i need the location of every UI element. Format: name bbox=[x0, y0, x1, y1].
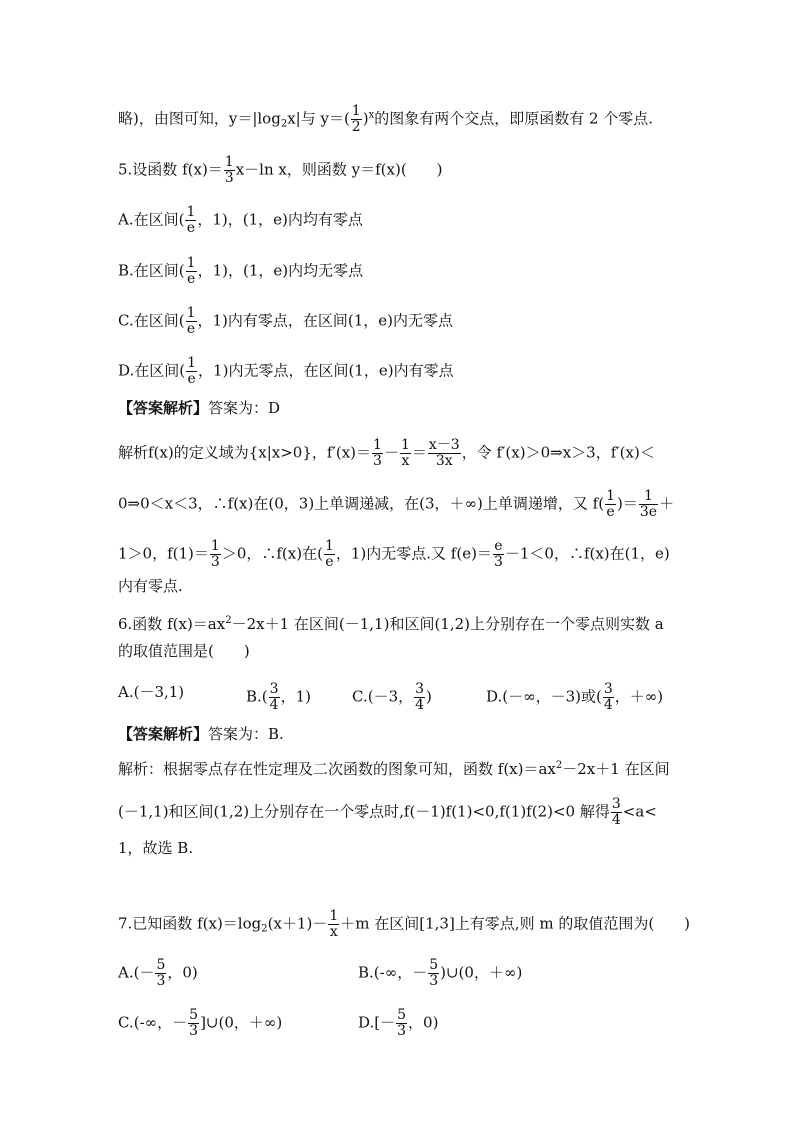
text: x|与 y＝( bbox=[287, 109, 350, 128]
fraction bbox=[155, 958, 166, 989]
denominator: e bbox=[325, 554, 334, 570]
fraction bbox=[428, 958, 439, 989]
denominator: 4 bbox=[269, 697, 279, 713]
text: 的图象有两个交点，即原函数有 2 个零点. bbox=[374, 109, 654, 128]
denominator: 2 bbox=[351, 119, 361, 135]
text: C.在区间( bbox=[118, 311, 185, 330]
question-7-option-b bbox=[358, 958, 522, 989]
numerator: 1 bbox=[186, 204, 196, 220]
text: A.(－ bbox=[118, 963, 155, 982]
fraction bbox=[611, 797, 622, 828]
superscript: x bbox=[368, 109, 375, 121]
question-6-solution-line-3 bbox=[118, 838, 193, 858]
fraction bbox=[414, 682, 425, 713]
question-6-solution-line-1 bbox=[118, 756, 670, 779]
denominator: e bbox=[186, 321, 196, 337]
denominator: 3 bbox=[373, 453, 382, 469]
numerator: 1 bbox=[210, 538, 220, 554]
denominator: 3 bbox=[224, 170, 234, 186]
denominator: 3 bbox=[156, 973, 166, 989]
text: )∪(0，＋∞) bbox=[440, 963, 523, 982]
text: 1，故选 B. bbox=[118, 839, 194, 857]
text: ]∪(0，＋∞) bbox=[200, 1013, 283, 1032]
numerator: 3 bbox=[603, 681, 613, 697]
numerator: 1 bbox=[186, 255, 196, 271]
text: ，0) bbox=[167, 963, 198, 982]
numerator: 5 bbox=[429, 957, 439, 973]
question-7-stem bbox=[118, 909, 690, 940]
text: 略)，由图可知，y＝|log bbox=[118, 109, 281, 128]
denominator: 4 bbox=[603, 697, 613, 713]
text: (x＋1)－ bbox=[267, 914, 328, 933]
question-6-option-d bbox=[486, 682, 663, 713]
fraction bbox=[186, 256, 197, 287]
question-6-answer bbox=[118, 724, 284, 744]
text: x－ln x，则函数 y＝f(x)( ) bbox=[235, 160, 443, 179]
denominator: e bbox=[186, 220, 196, 236]
numerator: 1 bbox=[224, 154, 234, 170]
text: ，令 f′(x)＞0⇒x＞3，f′(x)＜ bbox=[461, 443, 655, 462]
text: 内有零点. bbox=[118, 577, 183, 595]
answer-label: 【答案解析】 bbox=[118, 725, 209, 743]
text: ，1)，(1，e)内均无零点 bbox=[197, 261, 364, 280]
fraction bbox=[605, 489, 616, 520]
numerator: 5 bbox=[156, 957, 166, 973]
question-5-solution-line-4 bbox=[118, 576, 183, 596]
numerator: 1 bbox=[606, 488, 616, 504]
superscript: 2 bbox=[225, 615, 232, 626]
numerator: 1 bbox=[329, 908, 339, 924]
question-6-solution-line-2 bbox=[118, 797, 657, 828]
answer-label: 【答案解析】 bbox=[118, 399, 209, 417]
question-7-option-c bbox=[118, 1008, 282, 1039]
denominator: 4 bbox=[415, 697, 425, 713]
fraction bbox=[351, 104, 362, 135]
denominator: 3x bbox=[428, 453, 461, 469]
text: ，1)内有零点，在区间(1，e)内无零点 bbox=[197, 311, 454, 330]
text: 1＞0，f(1)＝ bbox=[118, 544, 209, 563]
fraction bbox=[493, 539, 504, 570]
text: B.在区间( bbox=[118, 261, 185, 280]
question-5-stem bbox=[118, 155, 443, 186]
text: D.[－ bbox=[358, 1013, 396, 1032]
text: D.(－∞，－3)或( bbox=[486, 687, 602, 706]
numerator: 1 bbox=[324, 538, 334, 554]
text: B.( bbox=[246, 687, 268, 706]
question-5-option-a bbox=[118, 205, 363, 236]
fraction bbox=[396, 1008, 407, 1039]
question-6-stem-line-2 bbox=[118, 641, 250, 661]
text: 5.设函数 f(x)＝ bbox=[118, 160, 223, 179]
fraction bbox=[186, 306, 197, 337]
text: C.(－3， bbox=[352, 687, 414, 706]
text: －2x＋1 在区间 bbox=[562, 760, 670, 778]
text: ＋ bbox=[659, 494, 675, 513]
denominator: 3 bbox=[397, 1023, 407, 1039]
numerator: e bbox=[494, 538, 503, 554]
denominator: e bbox=[187, 371, 196, 387]
intro-line bbox=[118, 104, 653, 135]
text: 7.已知函数 f(x)＝log bbox=[118, 914, 262, 933]
denominator: x bbox=[329, 924, 338, 940]
question-7-option-d bbox=[358, 1008, 438, 1039]
question-6-option-a bbox=[118, 682, 184, 702]
fraction bbox=[188, 1008, 199, 1039]
fraction bbox=[224, 155, 235, 186]
numerator: 5 bbox=[397, 1007, 407, 1023]
text: ) bbox=[362, 109, 369, 128]
denominator: 3 bbox=[210, 554, 220, 570]
denominator: e bbox=[606, 504, 615, 520]
fraction bbox=[428, 438, 461, 469]
text: A.在区间( bbox=[118, 210, 185, 229]
text: )＝ bbox=[617, 494, 638, 513]
numerator: 1 bbox=[373, 437, 382, 453]
fraction bbox=[324, 539, 335, 570]
text: B.(-∞，－ bbox=[358, 963, 428, 982]
fraction bbox=[210, 539, 221, 570]
numerator: 1 bbox=[400, 437, 410, 453]
text: ＞0，∴f(x)在( bbox=[221, 544, 323, 563]
numerator: x－3 bbox=[428, 437, 460, 453]
text: ，1)内无零点.又 f(e)＝ bbox=[335, 544, 492, 563]
numerator: 3 bbox=[611, 796, 621, 812]
text: － bbox=[383, 443, 399, 462]
text: 的取值范围是( ) bbox=[118, 642, 250, 660]
numerator: 1 bbox=[644, 488, 653, 504]
question-5-solution-line-2 bbox=[118, 489, 674, 520]
answer-text: 答案为：D bbox=[208, 399, 281, 417]
question-5-answer bbox=[118, 398, 280, 418]
denominator: e bbox=[186, 271, 196, 287]
fraction bbox=[328, 909, 339, 940]
text: 0⇒0＜x＜3，∴f(x)在(0，3)上单调递减，在(3，＋∞)上单调递增，又 f( bbox=[118, 494, 605, 513]
numerator: 1 bbox=[351, 103, 361, 119]
text: ，＋∞) bbox=[614, 687, 664, 706]
question-6-stem-line-1 bbox=[118, 611, 664, 634]
text: ，1) bbox=[280, 687, 311, 706]
fraction bbox=[185, 205, 196, 236]
subscript: 2 bbox=[280, 118, 288, 130]
denominator: 3 bbox=[189, 1023, 199, 1039]
text: C.(-∞，－ bbox=[118, 1013, 188, 1032]
text: ，0) bbox=[408, 1013, 439, 1032]
text: (－1,1)和区间(1,2)上分别存在一个零点时,f(－1)f(1)<0,f(1)f(2)<0 解得 bbox=[118, 802, 610, 821]
text: 6.函数 f(x)＝ax bbox=[118, 615, 226, 633]
text: －1＜0，∴f(x)在(1，e) bbox=[504, 544, 670, 563]
denominator: 3e bbox=[639, 504, 658, 520]
question-5-solution-line-1 bbox=[118, 438, 655, 469]
text: A.(－3,1) bbox=[118, 683, 185, 701]
text: 解析：根据零点存在性定理及二次函数的图象可知，函数 f(x)＝ax bbox=[118, 760, 556, 778]
denominator: 3 bbox=[493, 554, 503, 570]
text: 解析f(x)的定义域为{x|x>0}，f′(x)＝ bbox=[118, 443, 372, 462]
question-6-option-c bbox=[352, 682, 432, 713]
superscript: 2 bbox=[555, 760, 563, 771]
numerator: 3 bbox=[415, 681, 425, 697]
question-6-option-b bbox=[246, 682, 311, 713]
question-5-option-c bbox=[118, 306, 453, 337]
denominator: x bbox=[401, 453, 410, 469]
question-7-option-a bbox=[118, 958, 198, 989]
fraction bbox=[400, 438, 411, 469]
question-5-solution-line-3 bbox=[118, 539, 670, 570]
numerator: 5 bbox=[189, 1007, 199, 1023]
text: ＝ bbox=[411, 443, 427, 462]
question-5-option-b bbox=[118, 256, 363, 287]
fraction bbox=[372, 438, 383, 469]
question-5-option-d bbox=[118, 356, 454, 387]
text: －2x＋1 在区间(－1,1)和区间(1,2)上分别存在一个零点则实数 a bbox=[231, 615, 664, 633]
numerator: 1 bbox=[187, 355, 197, 371]
fraction bbox=[603, 682, 614, 713]
text: ，1)，(1，e)内均有零点 bbox=[197, 210, 363, 229]
text: ＋m 在区间[1,3]上有零点,则 m 的取值范围为( ) bbox=[340, 914, 691, 933]
numerator: 1 bbox=[186, 305, 196, 321]
answer-text: 答案为：B. bbox=[208, 725, 284, 743]
subscript: 2 bbox=[261, 923, 268, 935]
numerator: 3 bbox=[269, 681, 279, 697]
fraction bbox=[639, 489, 658, 520]
fraction bbox=[186, 356, 197, 387]
text: ，1)内无零点，在区间(1，e)内有零点 bbox=[198, 361, 454, 380]
text: D.在区间( bbox=[118, 361, 186, 380]
denominator: 4 bbox=[611, 812, 621, 828]
denominator: 3 bbox=[429, 973, 439, 989]
text: ) bbox=[426, 687, 432, 706]
text: <a< bbox=[622, 802, 657, 821]
fraction bbox=[269, 682, 280, 713]
